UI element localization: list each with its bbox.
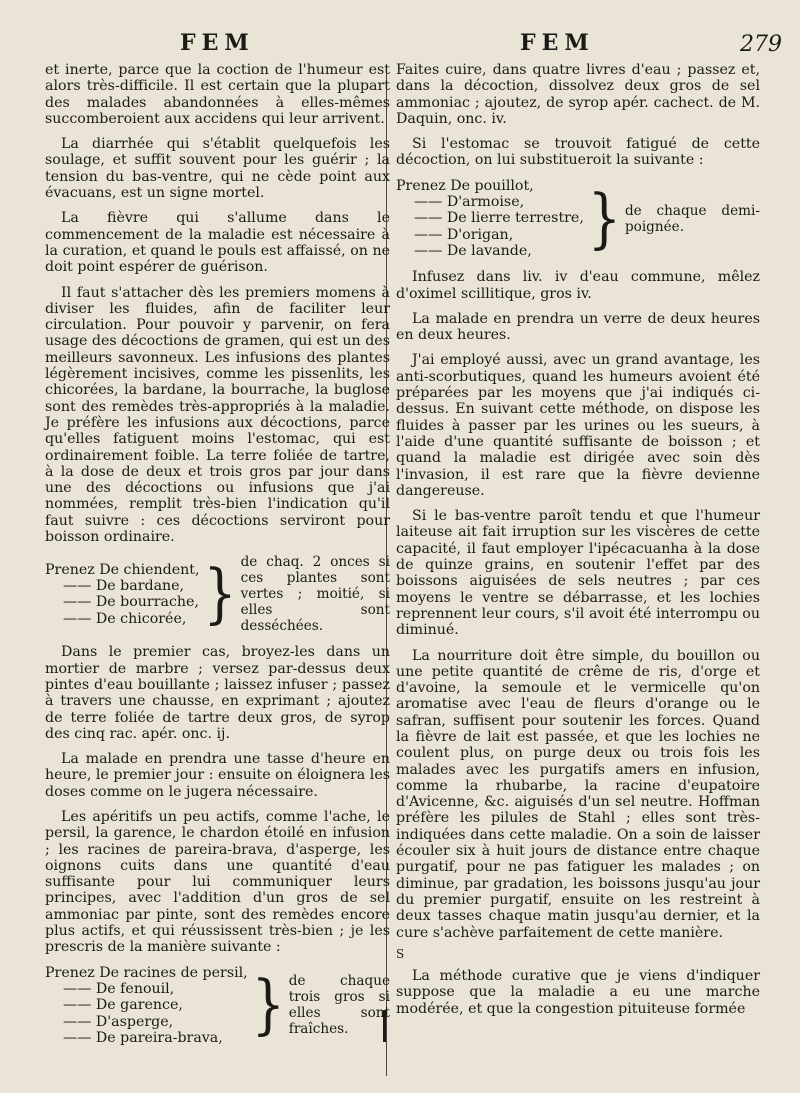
recipe-item: Prenez De racines de persil, xyxy=(45,964,248,981)
paragraph: La fièvre qui s'allume dans le commencement de la maladie est nécessaire à la curation, et quand le pouls est affaissé, on ne doit point espérer de guérison. xyxy=(45,210,390,276)
recipe-item: —— De lierre terrestre, xyxy=(414,210,584,227)
recipe-block xyxy=(45,965,390,1046)
recipe-item: —— De fenouil, xyxy=(63,980,175,997)
recipe-item: —— De pareira-brava, xyxy=(63,1029,223,1046)
recipe-note: de chaq. 2 onces si ces plantes sont vertes ; moitié, si elles sont desséchées. xyxy=(240,554,390,635)
left-column xyxy=(45,62,390,1056)
running-head-right: FEM xyxy=(520,30,595,56)
right-column xyxy=(396,62,760,1026)
paragraph: La méthode curative que je viens d'indiquer suppose que la maladie a eu une marche modérée, et que la congestion pituiteuse formée xyxy=(396,968,760,1017)
paragraph: Si l'estomac se trouvoit fatigué de cette décoction, on lui substitueroit la suivante : xyxy=(396,136,760,169)
recipe-note: de chaque demi-poignée. xyxy=(624,202,760,235)
recipe-item: —— De chicorée, xyxy=(63,610,187,627)
paragraph: Infusez dans liv. iv d'eau commune, mêlez d'oximel scillitique, gros iv. xyxy=(396,269,760,302)
paragraph: et inerte, parce que la coction de l'humeur est alors très-difficile. Il est certain que la plupart des malades abandonnées à elles-mêmes succomberoient aux accidens qui leur arrivent. xyxy=(45,62,390,127)
paragraph: Les apéritifs un peu actifs, comme l'ache, le persil, la garence, le chardon étoilé en infusion ; les racines de pareira-brava, d'asperge, les oignons cuits dans une quantité d'eau suffisante pour lui communiquer leurs principes, avec l'addition d'un gros de sel ammoniac par pinte, sont des remèdes encore plus actifs, et qui réussissent très-bien ; je les prescris de la manière suivante : xyxy=(45,808,390,956)
paragraph: Dans le premier cas, broyez-les dans un mortier de marbre ; versez par-dessus deux pintes d'eau bouillante ; laissez infuser ; passez à travers une chausse, en exprimant ; ajoutez de terre foliée de tartre deux gros, de syrop des cinq rac. apér. onc. ij. xyxy=(45,644,390,742)
page-number: 279 xyxy=(740,32,782,57)
brace-icon: } xyxy=(203,556,237,632)
paragraph: La nourriture doit être simple, du bouillon ou une petite quantité de crême de ris, d'orge et d'avoine, la semoule et le vermicelle qu'on aromatise avec l'eau de fleurs d'orange ou le safran, suffisent pour soutenir les forces. Quand la fièvre de lait est passée, et que les lochies ne coulent plus, on purge deux ou trois fois les malades avec les purgatifs amers en infusion, comme la rhubarbe, la racine d'eupatoire d'Avicenne, &c. aiguisés d'un sel neutre. Hoffman préfère les pilules de Stahl ; elles sont très-indiquées dans cette maladie. On a soin de laisser écouler six à huit jours de distance entre chaque purgatif, pour ne pas fatiguer les malades ; on diminue, par gradation, les boissons jusqu'au jour du premier purgatif, ensuite on les restreint à deux tasses chaque matin jusqu'au dernier, et la cure s'achève parfaitement de cette manière. xyxy=(396,647,760,941)
recipe-item: —— D'asperge, xyxy=(63,1013,174,1030)
recipe-items xyxy=(45,562,200,627)
recipe-item: —— De bourrache, xyxy=(63,594,199,611)
recipe-items xyxy=(396,178,584,259)
recipe-item: Prenez De pouillot, xyxy=(396,177,534,194)
recipe-item: —— D'armoise, xyxy=(414,194,525,211)
paragraph: Il faut s'attacher dès les premiers momens à diviser les fluides, afin de faciliter leur circulation. Pour pouvoir y parvenir, on fera usage des décoctions de gramen, qui est un des meilleurs savonneux. Les infusions des plantes légèrement incisives, comme les pissenlits, les chicorées, la bardane, la bourrache, la buglose sont des remèdes très-appropriés à la maladie. Je préfère les infusions aux décoctions, parce qu'elles fatiguent moins l'estomac, qui est ordinairement foible. La terre foliée de tartre, à la dose de deux et trois gros par jour dans une des décoctions ou infusions que j'ai nommées, remplit très-bien l'indication qu'il faut suivre : ces décoctions serviront pour boisson ordinaire. xyxy=(45,284,390,546)
paragraph: J'ai employé aussi, avec un grand avantage, les anti-scorbutiques, quand les humeurs avoient été préparées par les moyens que j'ai indiqués ci-dessus. En suivant cette méthode, on dispose les fluides à passer par les urines ou les sueurs, à l'aide d'une quantité suffisante de boisson ; et quand la maladie est dirigée avec soin dès l'invasion, il est rare que la fièvre devienne dangereuse. xyxy=(396,352,760,499)
recipe-item: Prenez De chiendent, xyxy=(45,561,200,578)
recipe-note: de chaque trois gros si elles sont fraîches. xyxy=(288,973,390,1038)
paragraph: Si le bas-ventre paroît tendu et que l'humeur laiteuse ait fait irruption sur les viscères de cette capacité, il faut employer l'ipécacuanha à la dose de quinze grains, en soutenir l'effet par des boissons aiguisées de sels neutres ; par ces moyens le ventre se débarrasse, et les lochies reprennent leur cours, s'il avoit été interrompu ou diminué. xyxy=(396,508,760,639)
brace-icon: } xyxy=(251,967,285,1043)
recipe-item: —— D'origan, xyxy=(414,226,514,243)
paragraph: La diarrhée qui s'établit quelquefois les soulage, et suffit souvent pour les guérir ; la tension du bas-ventre, qui ne cède point aux évacuans, est un signe mortel. xyxy=(45,136,390,202)
paragraph: La malade en prendra un verre de deux heures en deux heures. xyxy=(396,310,760,344)
recipe-block xyxy=(396,178,760,259)
recipe-item: —— De bardane, xyxy=(63,578,185,595)
signature-mark: S xyxy=(396,946,405,961)
recipe-block xyxy=(45,554,390,634)
recipe-items xyxy=(45,965,248,1046)
paragraph: La malade en prendra une tasse d'heure en heure, le premier jour : ensuite on éloignera les doses comme on le jugera nécessaire. xyxy=(45,751,390,800)
recipe-item: —— De lavande, xyxy=(414,242,532,259)
recipe-item: —— De garence, xyxy=(63,997,183,1014)
running-head-left: FEM xyxy=(180,30,255,56)
paragraph: Faites cuire, dans quatre livres d'eau ; passez et, dans la décoction, dissolvez deux gros de sel ammoniac ; ajoutez, de syrop apér. cachect. de M. Daquin, onc. iv. xyxy=(396,62,760,127)
brace-icon: } xyxy=(587,181,621,257)
